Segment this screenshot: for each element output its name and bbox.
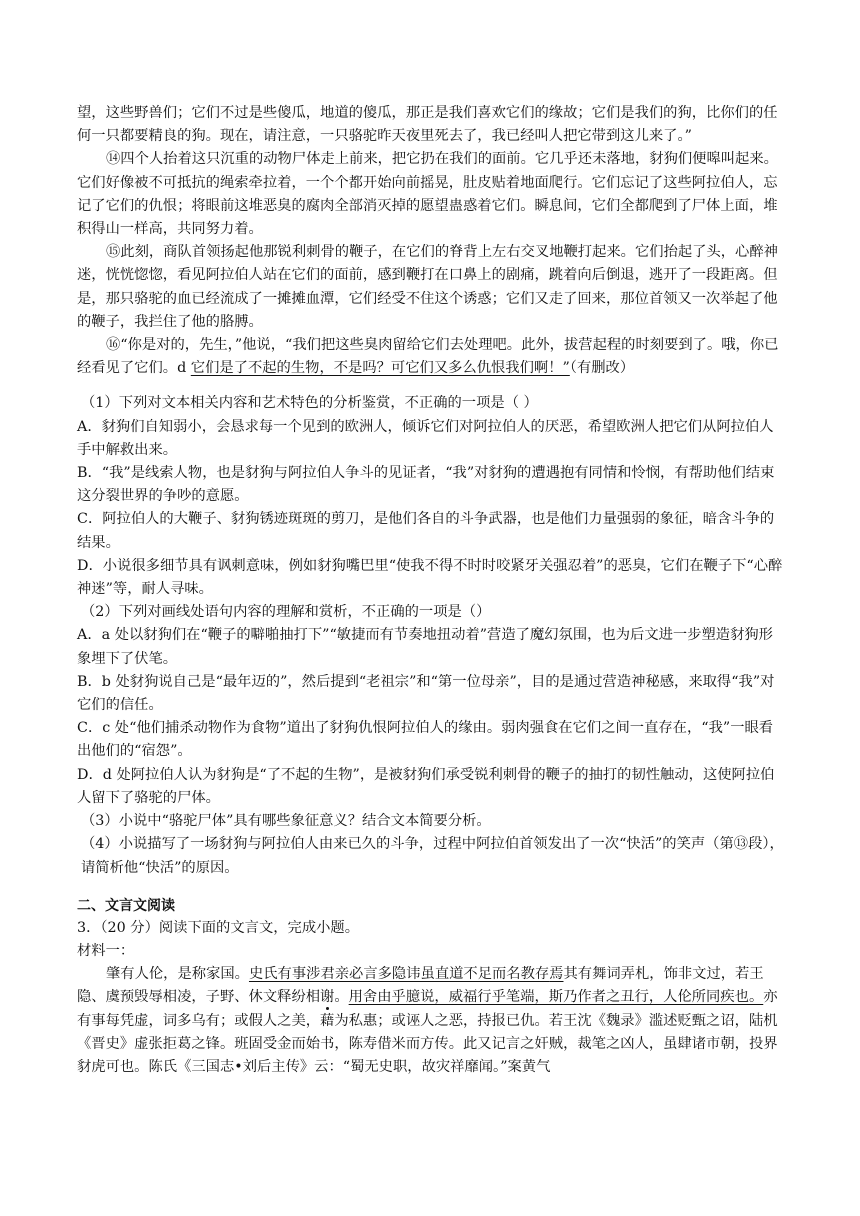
question-4 [77, 833, 785, 879]
underlined-sentence-2: 用舍由乎臆说，威福行乎笔端，斯乃作者之丑行，人伦所同疾也。 [348, 989, 764, 1006]
question-3 [77, 810, 785, 833]
story-paragraph-14: ⑭四个人抬着这只沉重的动物尸体走上前来，把它扔在我们的面前。它几乎还未落地，豺狗们便嗥叫起来。它们好像被不可抵抗的绳索牵拉着，一个个都开始向前摇晃，肚皮贴着地面爬行。它们忘记了这些阿拉伯人，忘记了它们的仇恨；将眼前这堆恶臭的腐肉全部消灭掉的愿望蛊惑着它们。瞬息间，它们全都爬到了尸体上面，堆积得山一样高，共同努力着。 [77, 151, 778, 238]
question-1-option-c: C．阿拉伯人的大鞭子、豺狗锈迹斑斑的剪刀，是他们各自的斗争武器，也是他们力量强弱的象征，暗含斗争的结果。 [77, 511, 775, 551]
question-1-stem: （1）下列对文本相关内容和艺术特色的分析鉴赏，不正确的一项是（ ） [81, 395, 538, 412]
material-1-period: 。 [334, 989, 349, 1006]
question-2-option-c: C．c 处“他们捕杀动物作为食物”道出了豺狗仇恨阿拉伯人的缘由。弱肉强食在它们之间一直存在，“我”一眼看出他们的“宿怨”。 [77, 720, 774, 760]
story-paragraph-15: ⑮此刻，商队首领扬起他那锐利刺骨的鞭子，在它们的脊背上左右交叉地鞭打起来。它们抬起了头，心醉神迷，恍恍惚惚，看见阿拉伯人站在它们的面前，感到鞭打在口鼻上的剧痛，跳着向后倒退，逃开了一段距离。但是，那只骆驼的血已经流成了一摊摊血潭，它们经受不住这个诱惑；它们又走了回来，那位首领又一次举起了他的鞭子，我拦住了他的胳膊。 [77, 244, 778, 330]
question-2-option-b: B．b 处豺狗说自己是“最年迈的”，然后提到“老祖宗”和“第一位母亲”，目的是通过营造神秘感，来取得“我”对它们的信任。 [77, 673, 775, 714]
material-1-opening: 肇有人伦，是称家国。 [106, 966, 249, 983]
material-1-middle: 其有舞词弄札，饰非文过，若王隐、虞预毁辱相凌，子野、休文释纷相 [77, 966, 764, 1006]
question-4-stem: （4）小说描写了一场豺狗与阿拉伯人由来已久的斗争，过程中阿拉伯首领发出了一次“快活”的笑声（第⑬段），请简析他“快活”的原因。 [81, 836, 784, 876]
paragraph-16-text: ⑯“你是对的，先生，”他说，“我们把这些臭肉留给它们去处理吧。此外，拔营起程的时刻要到了。哦，你已经看见了它们。d [77, 337, 779, 377]
section-intro: 3．（20 分）阅读下面的文言文，完成小题。 [77, 919, 360, 936]
underlined-sentence-1-text: 史氏有事涉君亲必言多隐讳虽直道不足而名教存 [248, 966, 550, 983]
story-paragraph-16 [77, 334, 785, 380]
underlined-sentence-d: 它们是了不起的生物，不是吗？可它们又多么仇恨我们啊！” [190, 360, 570, 377]
material-1-text [77, 963, 785, 1079]
underlined-sentence-1 [249, 966, 564, 982]
document-content [77, 102, 785, 1079]
question-2-option-d: D．d 处阿拉伯人认为豺狗是“了不起的生物”，是被豺狗们承受锐利刺骨的鞭子的抽打的韧性触动，这使阿拉伯人留下了骆驼的尸体。 [77, 766, 775, 806]
question-1 [77, 392, 785, 601]
question-1-option-b: B．“我”是线索人物，也是豺狗与阿拉伯人争斗的见证者，“我”对豺狗的遭遇抱有同情和怜悯，有帮助他们结束这分裂世界的争吵的意愿。 [77, 465, 775, 505]
material-label: 材料一： [77, 942, 135, 959]
story-paragraph-continued: 望，这些野兽们；它们不过是些傻瓜，地道的傻瓜，那正是我们喜欢它们的缘故；它们是我们的狗，比你们的任何一只都要精良的狗。现在，请注意，一只骆驼昨天夜里死去了，我已经叫人把它带到这儿来了。” [77, 105, 778, 145]
dotted-character: 谢 [320, 989, 335, 1006]
material-1-rest: 亦有事每凭虚，词多乌有；或假人之美，藉为私惠；或诬人之恶，持报已仇。若王沈《魏录》滥述贬甄之诏，陆机《晋史》虚张拒葛之锋。班固受金而始书，陈寿借米而方传。此又记言之奸贼，裁笔之凶人，虽肆诸市朝，投界豺虎可也。陈氏《三国志•刘后主传》云：“蜀无史职，故灾祥靡闻。”案黄气 [77, 989, 778, 1075]
question-1-option-d: D．小说很多细节具有讽刺意味，例如豺狗嘴巴里“使我不得不时时咬紧牙关强忍着”的恶臭，它们在鞭子下“心醉神迷”等，耐人寻味。 [77, 557, 783, 598]
abridged-note: （有删改） [569, 360, 635, 377]
question-3-stem: （3）小说中“骆驼尸体”具有哪些象征意义？结合文本简要分析。 [81, 813, 491, 830]
section-heading: 二、文言文阅读 [77, 897, 175, 914]
question-1-option-a: A．豺狗们自知弱小，会恳求每一个见到的欧洲人，倾诉它们对阿拉伯人的厌恶，希望欧洲人把它们从阿拉伯人手中解救出来。 [77, 418, 774, 458]
underlined-sentence-1-end: 焉 [549, 966, 564, 983]
question-2 [77, 601, 785, 810]
question-2-stem: （2）下列对画线处语句内容的理解和赏析，不正确的一项是（） [81, 604, 491, 621]
question-2-option-a: A．a 处以豺狗们在“鞭子的噼啪抽打下”“敏捷而有节奏地扭动着”营造了魔幻氛围，也为后文进一步塑造豺狗形象埋下了伏笔。 [77, 627, 773, 667]
